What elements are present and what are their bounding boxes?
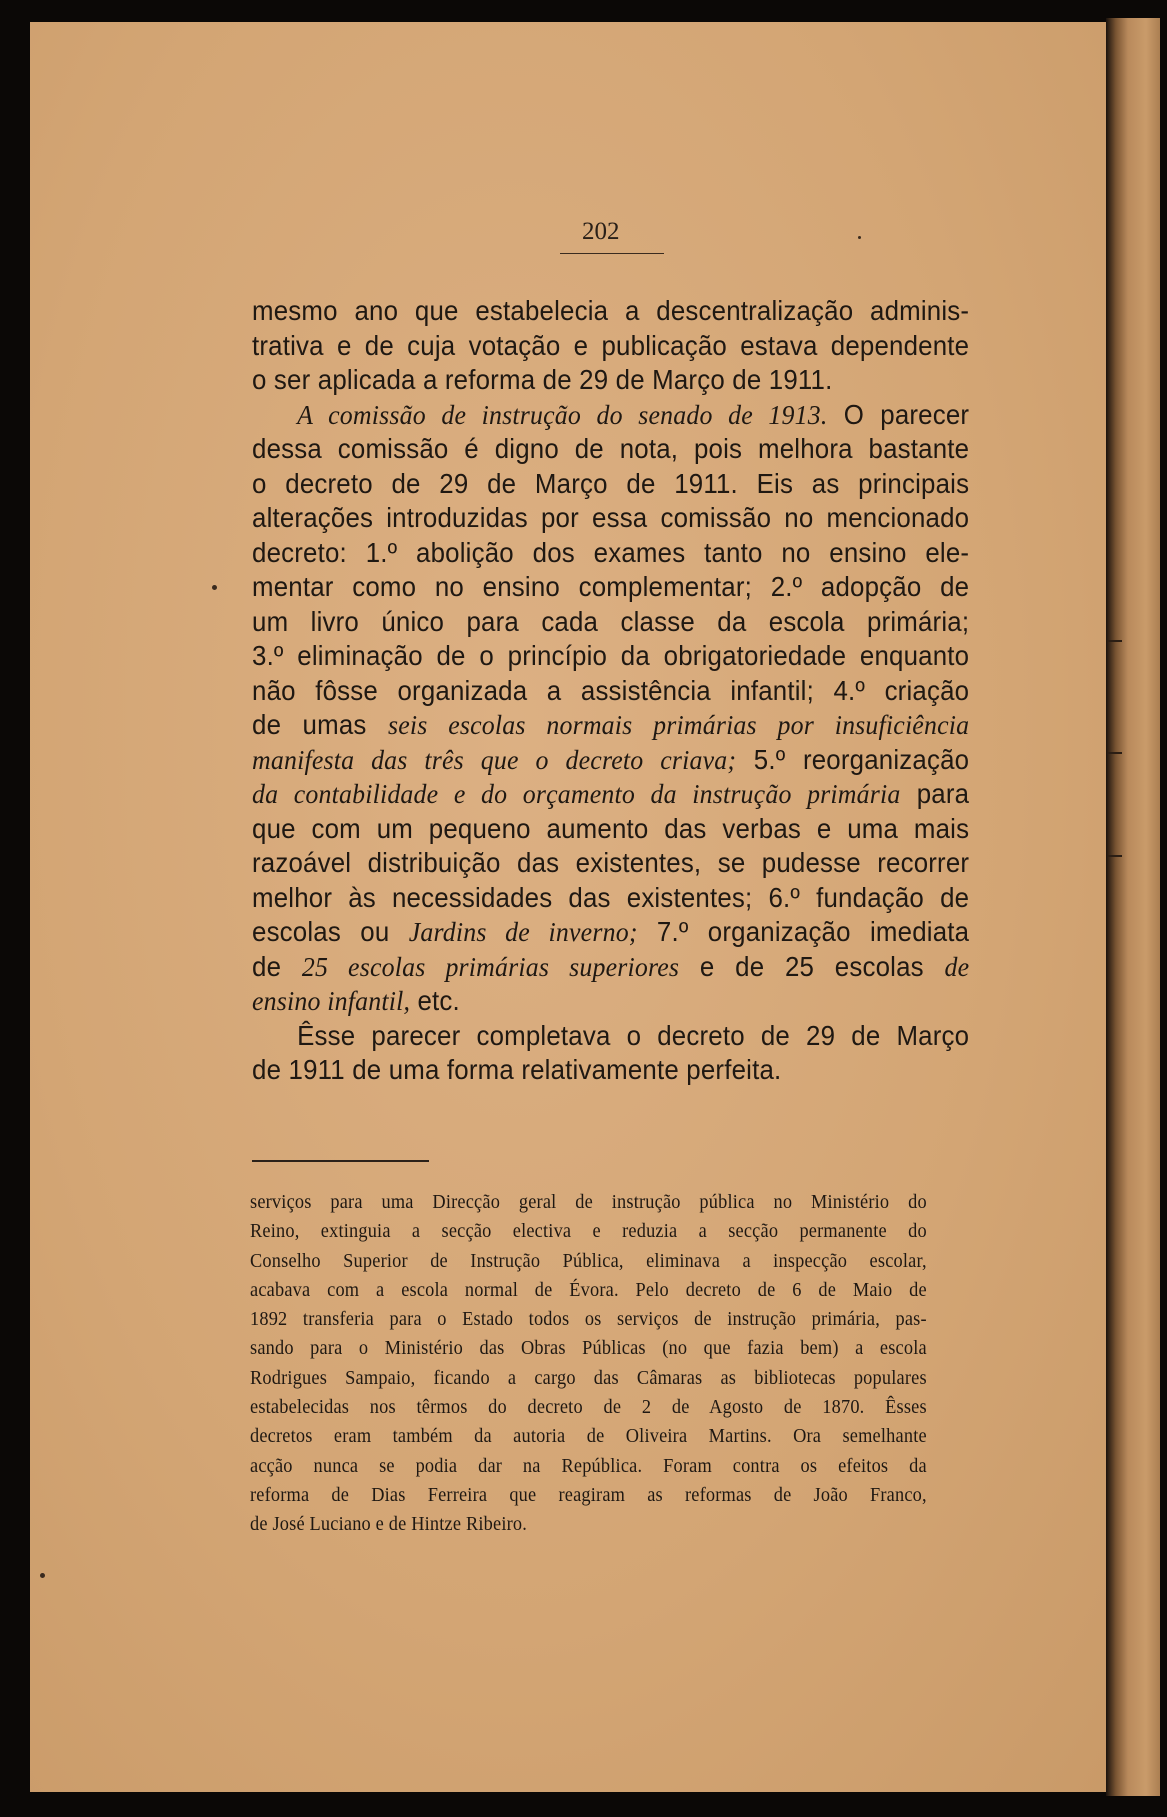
text-line (252, 950, 969, 985)
footnote-line: acção nunca se podia dar na República. Foram contra os efeitos da (250, 1455, 927, 1477)
text-line: que com um pequeno aumento das verbas e uma mais (252, 812, 970, 844)
page-number-rule (560, 253, 664, 254)
footnote-line: sando para o Ministério das Obras Públicas (no que fazia bem) a escola (250, 1338, 927, 1360)
paper-speck (212, 585, 217, 590)
text-fragment: 5.º reorganização (753, 743, 970, 775)
italic-fragment: ensino infantil, (252, 985, 411, 1016)
text-line (252, 777, 969, 812)
text-fragment: etc. (417, 985, 460, 1016)
footnote-line: de José Luciano e de Hintze Ribeiro. (250, 1514, 528, 1536)
text-line: trativa e de cuja votação e publicação estava dependente (252, 329, 970, 361)
footnote-line: decretos eram também da autoria de Oliveira Martins. Ora semelhante (250, 1426, 927, 1448)
text-line: decreto: 1.º abolição dos exames tanto no ensino ele- (252, 536, 970, 568)
paper-speck (40, 1573, 45, 1578)
text-line: mesmo ano que estabelecia a descentralização adminis- (252, 295, 970, 326)
footnote-block (250, 1188, 927, 1540)
footnote-line: Conselho Superior de Instrução Pública, eliminava a inspecção escolar, (250, 1250, 927, 1272)
italic-fragment: 25 escolas primárias superiores (301, 950, 680, 982)
italic-fragment: da contabilidade e do orçamento da instrução primária (252, 778, 901, 809)
text-fragment: e de 25 escolas (699, 950, 924, 982)
edge-mark (1108, 640, 1122, 642)
italic-fragment: manifesta das três que o decreto criava; (252, 743, 737, 775)
text-line: o ser aplicada a reforma de 29 de Março de 1911. (252, 364, 833, 395)
text-line: um livro único para cada classe da escola primária; (252, 605, 970, 637)
text-fragment: 7.º organização imediata (656, 916, 970, 947)
text-fragment: de umas (252, 709, 367, 740)
footnote-line: reforma de Dias Ferreira que reagiram as reformas de João Franco, (250, 1484, 927, 1506)
footnote-line: serviços para uma Direcção geral de instrução pública no Ministério do (250, 1192, 927, 1213)
text-line (252, 398, 969, 433)
text-line (252, 915, 969, 950)
edge-mark (1108, 752, 1122, 754)
text-line: Êsse parecer completava o decreto de 29 de Março (297, 1019, 970, 1051)
edge-mark (1108, 855, 1122, 857)
paper-speck (858, 236, 861, 239)
footnote-line: 1892 transferia para o Estado todos os serviços de instrução primária, pas- (250, 1309, 927, 1331)
text-line: melhor às necessidades das existentes; 6.º fundação de (252, 881, 970, 913)
text-line (252, 708, 969, 743)
text-line: não fôsse organizada a assistência infantil; 4.º criação (252, 674, 970, 706)
commission-heading: A comissão de instrução do senado de 1913. (297, 398, 828, 430)
footnote-line: estabelecidas nos têrmos do decreto de 2 de Agosto de 1870. Êsses (250, 1397, 927, 1419)
text-fragment: escolas ou (252, 916, 390, 947)
text-line: dessa comissão é digno de nota, pois melhora bastante (252, 433, 970, 464)
footnote-line: acabava com a escola normal de Évora. Pelo decreto de 6 de Maio de (250, 1279, 927, 1301)
text-fragment: O parecer (843, 398, 970, 430)
text-fragment: para (916, 778, 970, 809)
text-line (252, 984, 969, 1019)
text-line: alterações introduzidas por essa comissão no mencionado (252, 502, 970, 533)
text-line: o decreto de 29 de Março de 1911. Eis as principais (252, 467, 970, 499)
italic-fragment: de (944, 950, 970, 982)
footnote-rule (252, 1160, 429, 1162)
text-line: 3.º eliminação de o princípio da obrigatoriedade enquanto (252, 640, 970, 671)
text-line (252, 743, 969, 778)
page-number: 202 (582, 218, 620, 245)
text-line: de 1911 de uma forma relativamente perfeita. (252, 1054, 782, 1085)
text-line: razoável distribuição das existentes, se pudesse recorrer (252, 847, 970, 878)
footnote-line: Reino, extinguia a secção electiva e reduzia a secção permanente do (250, 1221, 927, 1243)
italic-fragment: Jardins de inverno; (408, 916, 638, 947)
text-fragment: de (252, 950, 282, 982)
page-edge-stack (1106, 18, 1162, 1796)
text-line: mentar como no ensino complementar; 2.º adopção de (252, 571, 970, 602)
main-text (252, 294, 969, 1088)
italic-fragment: seis escolas normais primárias por insuficiência (387, 709, 970, 740)
scan-border (1160, 0, 1167, 1817)
footnote-line: Rodrigues Sampaio, ficando a cargo das Câmaras as bibliotecas populares (250, 1367, 927, 1389)
